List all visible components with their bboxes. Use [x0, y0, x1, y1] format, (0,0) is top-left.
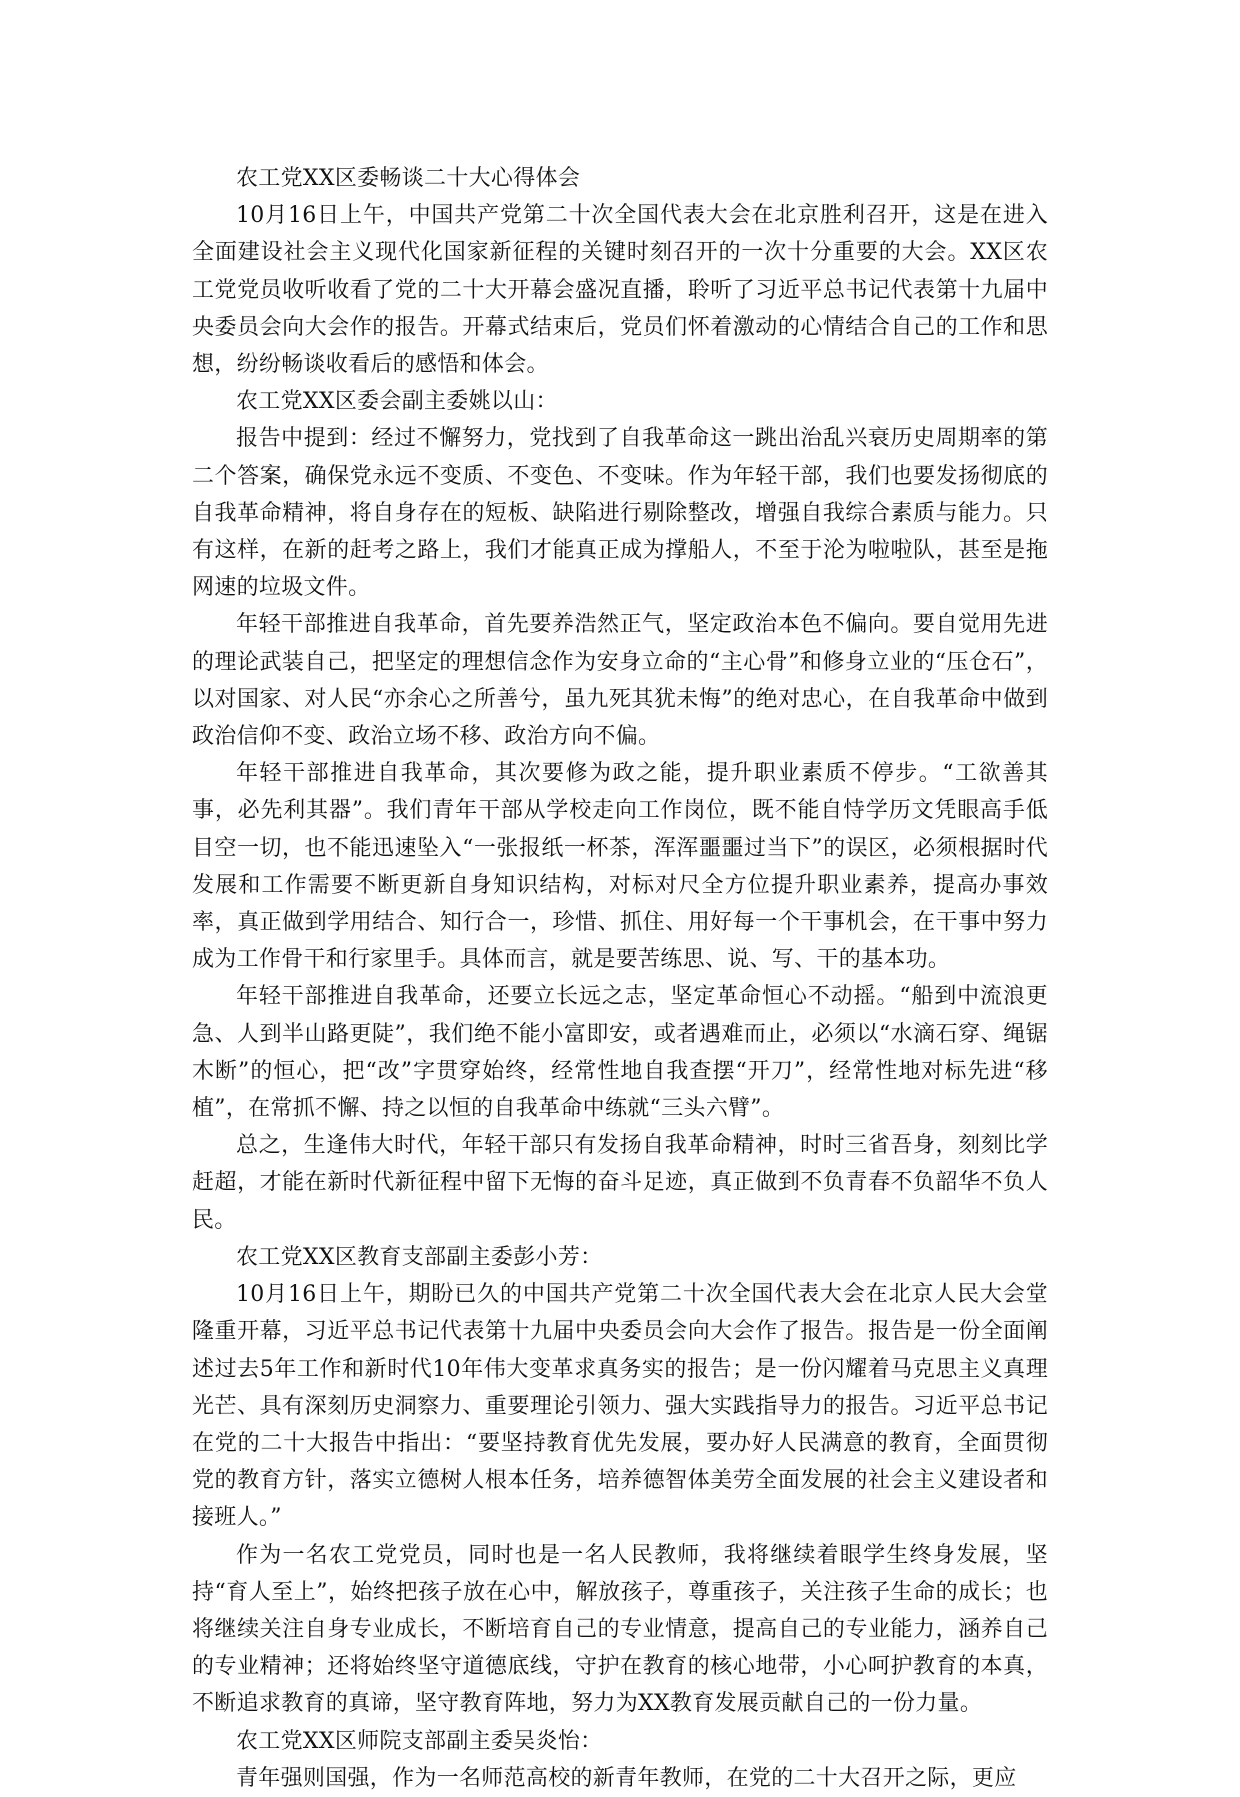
paragraph: 10月16日上午，期盼已久的中国共产党第二十次全国代表大会在北京人民大会堂隆重开幕，习近平总书记代表第十九届中央委员会向大会作了报告。报告是一份全面阐述过去5年工作和新时代10年伟大变革求真务实的报告；是一份闪耀着马克思主义真理光芒、具有深刻历史洞察力、重要理论引领力、强大实践指导力的报告。习近平总书记在党的二十大报告中指出：“要坚持教育优先发展，要办好人民满意的教育，全面贯彻党的教育方针，落实立德树人根本任务，培养德智体美劳全面发展的社会主义建设者和接班人。” — [192, 1282, 1048, 1531]
speaker-heading: 农工党XX区教育支部副主委彭小芳： — [236, 1244, 603, 1270]
paragraph-intro: 10月16日上午，中国共产党第二十次全国代表大会在北京胜利召开，这是在进入全面建设社会主义现代化国家新征程的关键时刻召开的一次十分重要的大会。XX区农工党党员收听收看了党的二十大开幕会盛况直播，聆听了习近平总书记代表第十九届中央委员会向大会作的报告。开幕式结束后，党员们怀着激动的心情结合自己的工作和思想，纷纷畅谈收看后的感悟和体会。 — [192, 203, 1048, 378]
paragraph: 年轻干部推进自我革命，其次要修为政之能，提升职业素质不停步。“工欲善其事，必先利其器”。我们青年干部从学校走向工作岗位，既不能自恃学历文凭眼高手低目空一切，也不能迅速坠入“一张报纸一杯茶，浑浑噩噩过当下”的误区，必须根据时代发展和工作需要不断更新自身知识结构，对标对尺全方位提升职业素养，提高办事效率，真正做到学用结合、知行合一，珍惜、抓住、用好每一个干事机会，在干事中努力成为工作骨干和行家里手。具体而言，就是要苦练思、说、写、干的基本功。 — [192, 761, 1048, 973]
paragraph: 总之，生逢伟大时代，年轻干部只有发扬自我革命精神，时时三省吾身，刻刻比学赶超，才能在新时代新征程中留下无悔的奋斗足迹，真正做到不负青春不负韶华不负人民。 — [192, 1133, 1048, 1233]
speaker-heading: 农工党XX区师院支部副主委吴炎怡： — [236, 1728, 603, 1754]
paragraph: 报告中提到：经过不懈努力，党找到了自我革命这一跳出治乱兴衰历史周期率的第二个答案，确保党永远不变质、不变色、不变味。作为年轻干部，我们也要发扬彻底的自我革命精神，将自身存在的短板、缺陷进行剔除整改，增强自我综合素质与能力。只有这样，在新的赶考之路上，我们才能真正成为撑船人，不至于沦为啦啦队，甚至是拖网速的垃圾文件。 — [192, 426, 1048, 601]
paragraph: 年轻干部推进自我革命，还要立长远之志，坚定革命恒心不动摇。“船到中流浪更急、人到半山路更陡”，我们绝不能小富即安，或者遇难而止，必须以“水滴石穿、绳锯木断”的恒心，把“改”字贯穿始终，经常性地自我查摆“开刀”，经常性地对标先进“移植”，在常抓不懈、持之以恒的自我革命中练就“三头六臂”。 — [192, 984, 1048, 1122]
paragraph: 作为一名农工党党员，同时也是一名人民教师，我将继续着眼学生终身发展，坚持“育人至上”，始终把孩子放在心中，解放孩子，尊重孩子，关注孩子生命的成长；也将继续关注自身专业成长，不断培育自己的专业情意，提高自己的专业能力，涵养自己的专业精神；还将始终坚守道德底线，守护在教育的核心地带，小心呵护教育的本真，不断追求教育的真谛，坚守教育阵地，努力为XX教育发展贡献自己的一份力量。 — [192, 1542, 1048, 1717]
document-body — [192, 160, 1048, 1797]
speaker-heading: 农工党XX区委会副主委姚以山： — [236, 389, 558, 415]
paragraph: 青年强则国强，作为一名师范高校的新青年教师，在党的二十大召开之际，更应 — [236, 1765, 1017, 1791]
paragraph: 年轻干部推进自我革命，首先要养浩然正气，坚定政治本色不偏向。要自觉用先进的理论武装自己，把坚定的理想信念作为安身立命的“主心骨”和修身立业的“压仓石”，以对国家、对人民“亦余心之所善兮，虽九死其犹未悔”的绝对忠心，在自我革命中做到政治信仰不变、政治立场不移、政治方向不偏。 — [192, 612, 1048, 750]
document-title: 农工党XX区委畅谈二十大心得体会 — [236, 166, 581, 191]
